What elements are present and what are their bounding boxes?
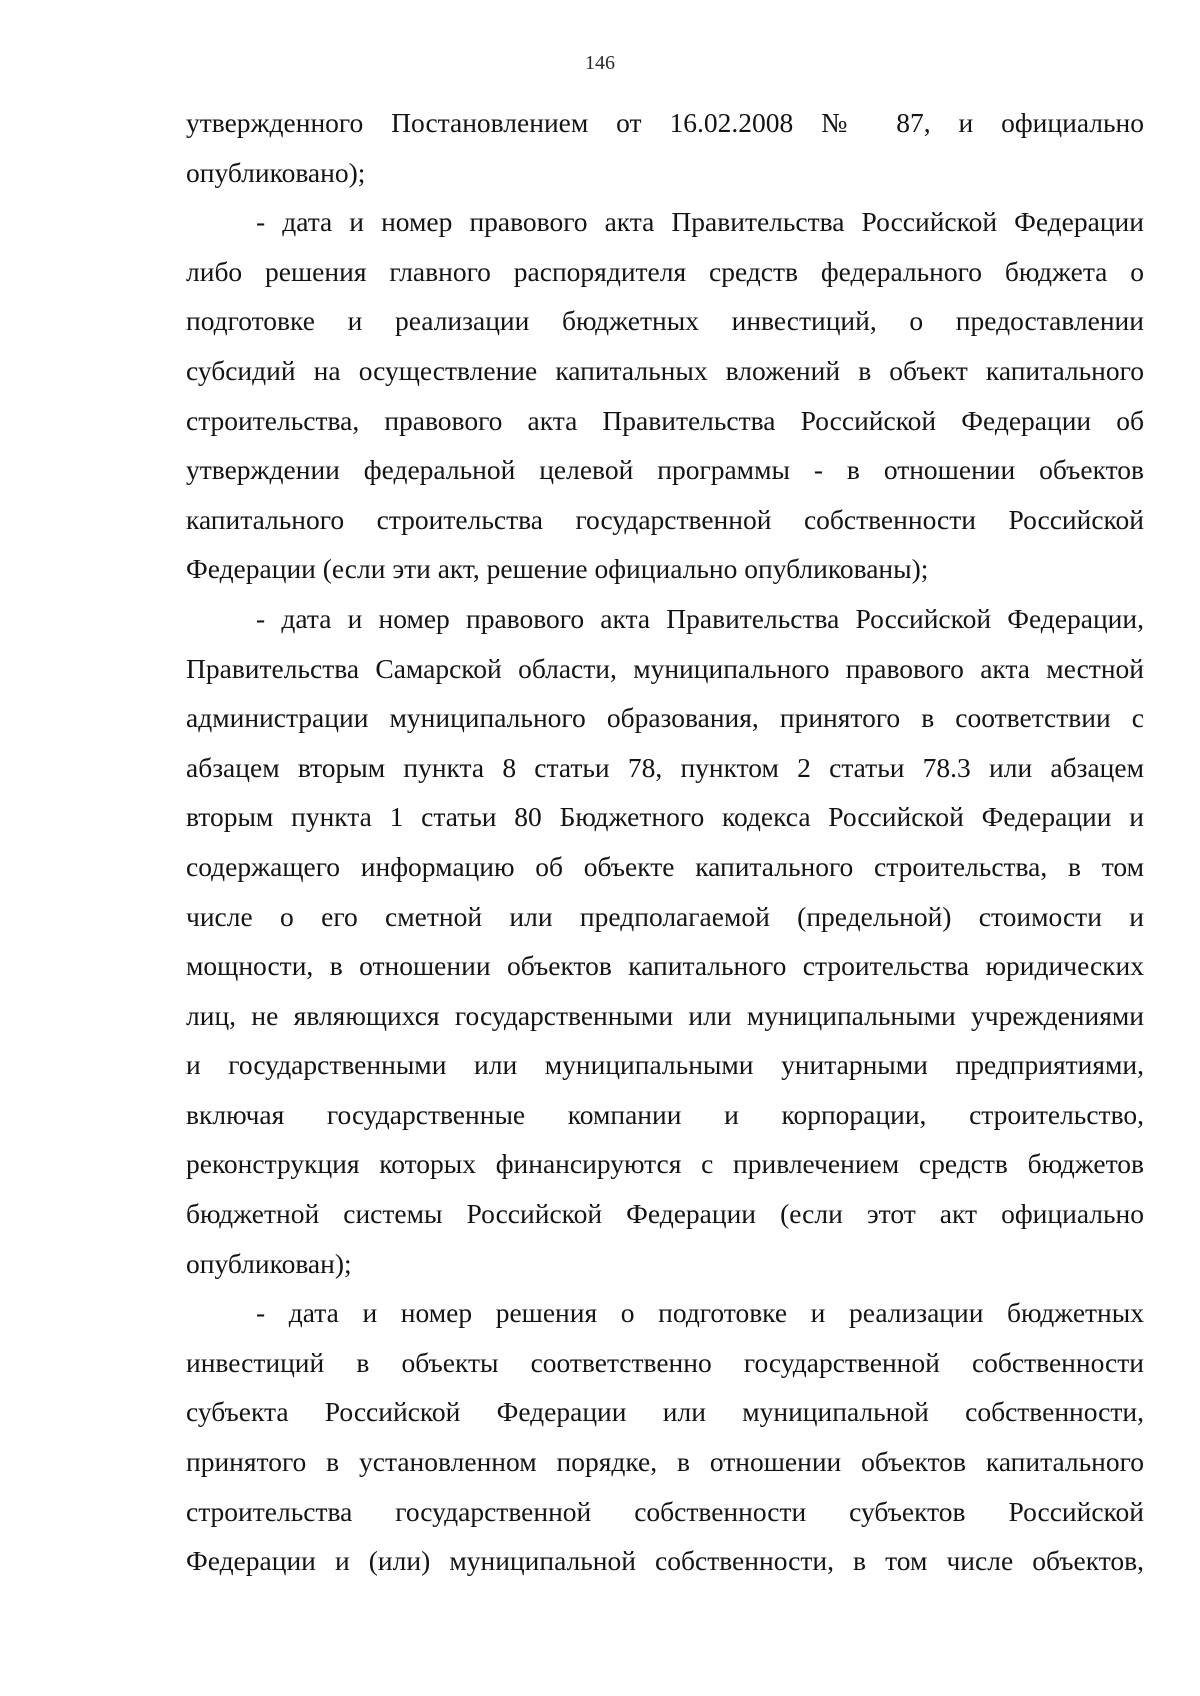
- text-line: мощности, в отношении объектов капитального строительства юридических: [186, 950, 1144, 982]
- text-line: Правительства Самарской области, муниципального правового акта местной: [186, 652, 1144, 684]
- paragraph-federal-act: [186, 197, 1144, 594]
- text-line: бюджетной системы Российской Федерации (если этот акт официально: [186, 1198, 1144, 1230]
- text-line: и государственными или муниципальными унитарными предприятиями,: [186, 1049, 1144, 1081]
- text-line: содержащего информацию об объекте капитального строительства, в том: [186, 850, 1144, 882]
- text-line: администрации муниципального образования, принятого в соответствии с: [186, 702, 1144, 734]
- text-line: субсидий на осуществление капитальных вложений в объект капитального: [186, 354, 1144, 386]
- text-line: включая государственные компании и корпорации, строительство,: [186, 1098, 1144, 1130]
- text-line: реконструкция которых финансируются с привлечением средств бюджетов: [186, 1148, 1144, 1180]
- text-line: либо решения главного распорядителя средств федерального бюджета о: [186, 255, 1144, 287]
- paragraph-regional-investment: [186, 1288, 1144, 1586]
- text-line: опубликовано);: [186, 156, 366, 188]
- text-line: Федерации (если эти акт, решение официально опубликованы);: [186, 553, 929, 585]
- text-line: Федерации и (или) муниципальной собственности, в том числе объектов,: [186, 1545, 1144, 1577]
- text-line: числе о его сметной или предполагаемой (предельной) стоимости и: [186, 900, 1144, 932]
- page-number: 146: [585, 52, 615, 74]
- text-line: - дата и номер правового акта Правительства Российской Федерации: [256, 206, 1144, 238]
- text-line: опубликован);: [186, 1247, 352, 1279]
- text-line: субъекта Российской Федерации или муниципальной собственности,: [186, 1396, 1144, 1428]
- text-line: абзацем вторым пункта 8 статьи 78, пунктом 2 статьи 78.3 или абзацем: [186, 751, 1144, 783]
- text-line: утвержденного Постановлением от 16.02.2008 № 87, и официально: [186, 107, 1144, 138]
- text-line: утверждении федеральной целевой программы - в отношении объектов: [186, 454, 1144, 486]
- text-line: вторым пункта 1 статьи 80 Бюджетного кодекса Российской Федерации и: [186, 801, 1144, 833]
- document-body: [186, 98, 1144, 1586]
- paragraph-continuation: [186, 98, 1144, 197]
- text-line: строительства государственной собственности субъектов Российской: [186, 1495, 1144, 1527]
- text-line: принятого в установленном порядке, в отношении объектов капитального: [186, 1446, 1144, 1478]
- text-line: - дата и номер правового акта Правительства Российской Федерации,: [256, 602, 1144, 634]
- text-line: - дата и номер решения о подготовке и реализации бюджетных: [256, 1297, 1144, 1329]
- text-line: лиц, не являющихся государственными или муниципальными учреждениями: [186, 999, 1144, 1031]
- text-line: подготовке и реализации бюджетных инвестиций, о предоставлении: [186, 305, 1144, 337]
- paragraph-samara-act: [186, 594, 1144, 1288]
- text-line: капитального строительства государственной собственности Российской: [186, 503, 1144, 535]
- text-line: инвестиций в объекты соответственно государственной собственности: [186, 1346, 1144, 1378]
- text-line: строительства, правового акта Правительства Российской Федерации об: [186, 404, 1144, 436]
